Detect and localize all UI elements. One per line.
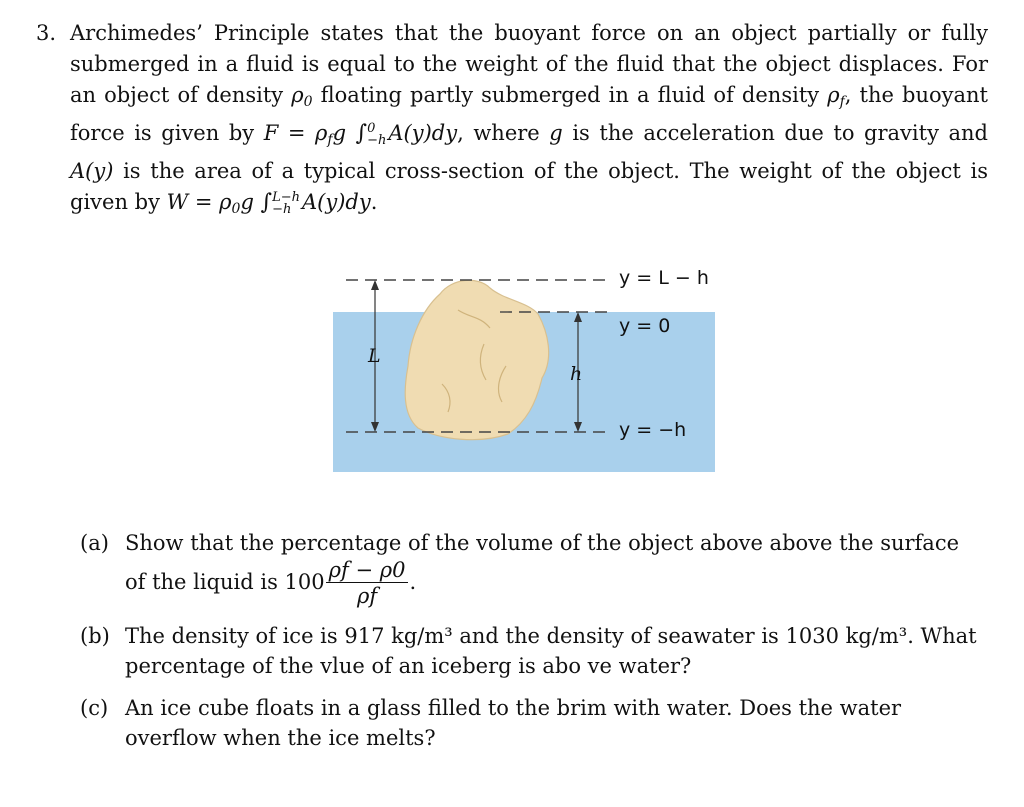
problem-number: 3. bbox=[36, 21, 57, 45]
problem-statement bbox=[36, 18, 988, 225]
text-segment-4: , where bbox=[457, 121, 550, 145]
integrand: A(y)dy bbox=[388, 121, 458, 145]
upper-limit: L−h bbox=[272, 189, 300, 205]
g-symbol: g bbox=[549, 121, 563, 145]
formula-subscript: f bbox=[327, 132, 333, 148]
part-text: An ice cube floats in a glass filled to the brim with water. Does the water overflow when the ice melts? bbox=[125, 696, 902, 750]
part-label: (a) bbox=[80, 531, 109, 555]
lower-limit: −h bbox=[367, 132, 387, 148]
rho-0 bbox=[291, 83, 313, 110]
text-segment-6: is the area of a typical cross-section of the object. The weight of the object is given by bbox=[70, 159, 988, 214]
label-y-top: y = L − h bbox=[619, 267, 709, 289]
buoyancy-diagram bbox=[330, 262, 730, 476]
formula-g: g bbox=[240, 190, 254, 214]
integral-sign: ∫ bbox=[355, 121, 368, 146]
part-text: Show that the percentage of the volume of the object above above the surface of the liquid is 100 bbox=[125, 531, 960, 594]
integral-limits bbox=[272, 189, 300, 217]
formula-lhs: F = ρ bbox=[263, 121, 328, 145]
label-y-bottom: y = −h bbox=[619, 419, 687, 441]
formula-g: g bbox=[332, 121, 347, 145]
formula-subscript: 0 bbox=[231, 201, 241, 217]
part-b bbox=[80, 621, 985, 681]
rho-symbol: ρ bbox=[827, 83, 840, 107]
fraction-denominator: ρf bbox=[356, 584, 378, 608]
part-c bbox=[80, 693, 985, 753]
label-h: h bbox=[570, 363, 583, 385]
lower-limit: −h bbox=[272, 201, 292, 217]
density-fraction bbox=[326, 558, 409, 609]
upper-limit: 0 bbox=[367, 120, 376, 136]
area-function: A(y) bbox=[70, 159, 114, 183]
integrand: A(y)dy bbox=[301, 190, 371, 214]
part-label: (b) bbox=[80, 624, 110, 648]
integral-limits bbox=[367, 120, 387, 148]
fraction-numerator: ρf − ρ0 bbox=[326, 558, 409, 583]
label-y-surface: y = 0 bbox=[619, 315, 671, 337]
text-segment-3: , the buoyant force is given by bbox=[70, 83, 988, 145]
integral-sign: ∫ bbox=[260, 190, 273, 215]
weight-formula bbox=[166, 189, 371, 217]
text-segment-1: Archimedes’ Principle states that the buoyant force on an object partially or fully submerged in a fluid is equal to the weight of the fluid that the object displaces. For an object of density bbox=[70, 21, 988, 107]
rho-f-subscript: f bbox=[839, 94, 845, 110]
rho-f bbox=[827, 83, 845, 110]
part-a bbox=[80, 528, 985, 609]
rho-0-subscript: 0 bbox=[303, 94, 313, 110]
formula-lhs: W = ρ bbox=[166, 190, 232, 214]
arrow-L-top bbox=[371, 280, 379, 290]
problem-text bbox=[70, 18, 988, 225]
sub-questions bbox=[80, 528, 985, 765]
text-segment-7: . bbox=[370, 190, 378, 214]
text-segment-2: floating partly submerged in a fluid of density bbox=[312, 83, 828, 107]
rho-symbol: ρ bbox=[291, 83, 304, 107]
label-L: L bbox=[368, 345, 381, 367]
part-text: The density of ice is 917 kg/m³ and the density of seawater is 1030 kg/m³. What percentage of the vlue of an iceberg is abo ve water? bbox=[125, 624, 977, 678]
part-label: (c) bbox=[80, 696, 109, 720]
text-segment-5: is the acceleration due to gravity and bbox=[562, 121, 988, 145]
part-text-end: . bbox=[409, 570, 417, 594]
buoyant-force-formula bbox=[263, 120, 458, 148]
